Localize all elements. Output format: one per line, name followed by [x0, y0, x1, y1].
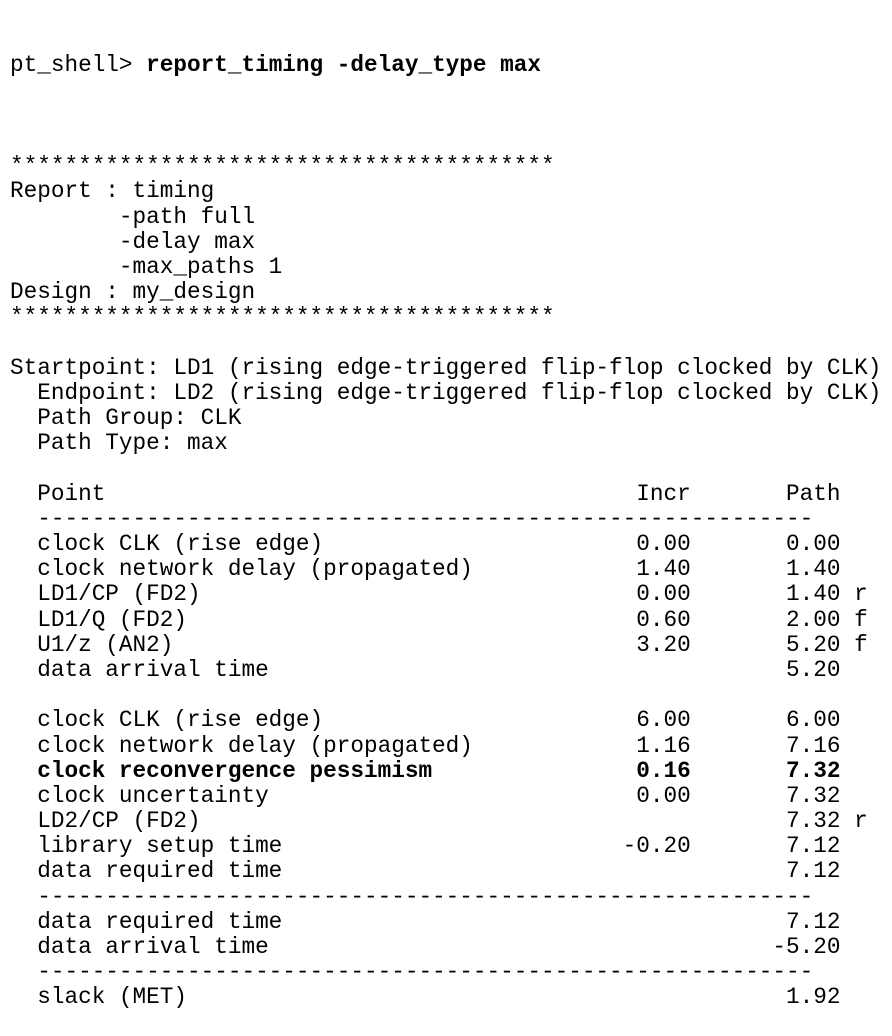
report-line: library setup time -0.20 7.12	[10, 833, 841, 860]
report-line: -max_paths 1	[10, 253, 283, 280]
report-line: clock network delay (propagated) 1.16 7.16	[10, 732, 841, 759]
timing-report	[10, 129, 888, 1011]
report-line: -path full	[10, 203, 256, 230]
report-line: clock uncertainty 0.00 7.32	[10, 782, 841, 809]
report-line: ---------------------------------------------------------	[10, 505, 814, 532]
report-line: Path Group: CLK	[10, 405, 242, 432]
report-line: LD2/CP (FD2) 7.32 r	[10, 808, 868, 835]
terminal-output	[10, 3, 888, 1036]
report-line: clock network delay (propagated) 1.40 1.40	[10, 556, 841, 583]
report-line: ****************************************	[10, 304, 555, 331]
report-line	[10, 129, 888, 154]
report-line: data arrival time 5.20	[10, 656, 841, 683]
report-line	[10, 331, 888, 356]
report-line: ---------------------------------------------------------	[10, 959, 814, 986]
report-line: Startpoint: LD1 (rising edge-triggered flip-flop clocked by CLK)	[10, 354, 882, 381]
command-text: report_timing -delay_type max	[146, 52, 541, 79]
report-line: Endpoint: LD2 (rising edge-triggered flip-flop clocked by CLK)	[10, 379, 882, 406]
report-line: clock CLK (rise edge) 0.00 0.00	[10, 531, 841, 557]
report-line: data required time 7.12	[10, 908, 841, 935]
report-line: data arrival time -5.20	[10, 934, 841, 960]
report-line: Report : timing	[10, 178, 215, 205]
report-line: data required time 7.12	[10, 858, 841, 885]
report-line: clock reconvergence pessimism 0.16 7.32	[10, 757, 841, 784]
report-line: -delay max	[10, 228, 256, 255]
report-line: Design : my_design	[10, 279, 256, 306]
report-line	[10, 456, 888, 481]
report-line: U1/z (AN2) 3.20 5.20 f	[10, 631, 868, 658]
report-line: ---------------------------------------------------------	[10, 883, 814, 910]
report-line: Path Type: max	[10, 430, 228, 457]
report-line	[10, 683, 888, 708]
shell-prompt: pt_shell>	[10, 52, 147, 79]
report-line: ****************************************	[10, 153, 555, 180]
report-line: LD1/Q (FD2) 0.60 2.00 f	[10, 606, 868, 633]
report-line: clock CLK (rise edge) 6.00 6.00	[10, 707, 841, 734]
report-line: LD1/CP (FD2) 0.00 1.40 r	[10, 581, 868, 608]
report-line: Point Incr Path	[10, 480, 841, 507]
command-line	[10, 53, 888, 78]
report-line: slack (MET) 1.92	[10, 984, 841, 1011]
